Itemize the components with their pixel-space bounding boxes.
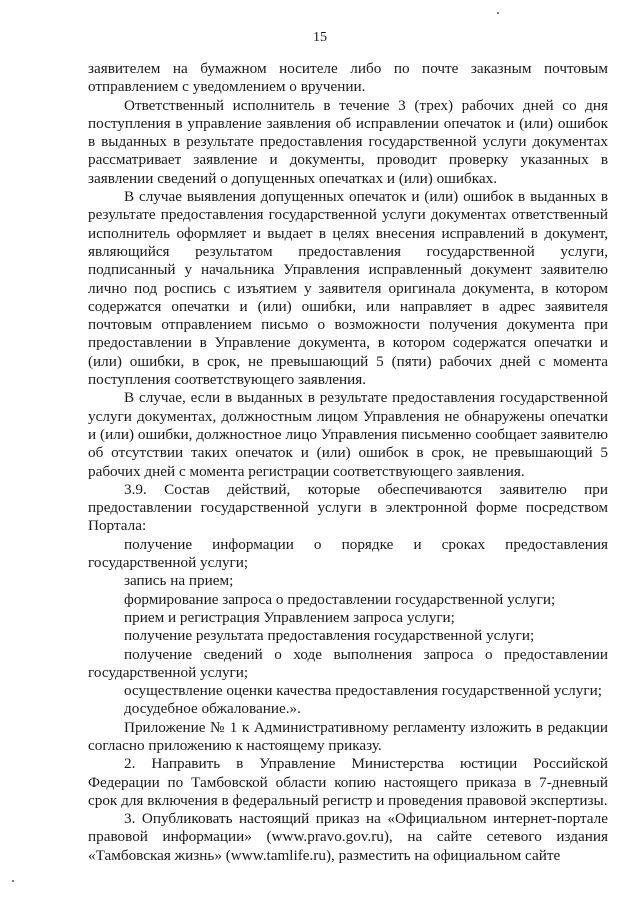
paragraph-appendix: Приложение № 1 к Административному регламенту изложить в редакции согласно приложению к настоящему приказу. bbox=[88, 718, 608, 754]
scan-speck bbox=[12, 880, 14, 882]
scan-speck bbox=[497, 12, 499, 14]
list-item: запись на прием; bbox=[124, 572, 234, 590]
paragraph-item-2: 2. Направить в Управление Министерства юстиции Российской Федерации по Тамбовской области копию настоящего приказа в 7-дневный срок для включения в федеральный регистр и проведения правовой экспертизы. bbox=[88, 755, 608, 809]
list-item: формирование запроса о предоставлении государственной услуги; bbox=[124, 590, 556, 608]
list-item: осуществление оценки качества предоставления государственной услуги; bbox=[124, 682, 602, 700]
list-item: получение результата предоставления государственной услуги; bbox=[124, 627, 535, 645]
paragraph-4: В случае, если в выданных в результате предоставления государственной услуги документах, должностным лицом Управления не обнаружены опечатки и (или) ошибки, должностное лицо Управления письменно сообщает заявителю об отсутствии таких опечаток и (или) ошибок в срок, не превышающий 5 рабочих дней с момента регистрации соответствующего заявления. bbox=[88, 389, 608, 480]
list-item: получение сведений о ходе выполнения запроса о предоставлении государственной услуги; bbox=[88, 645, 608, 681]
paragraph-2: Ответственный исполнитель в течение 3 (трех) рабочих дней со дня поступления в управление заявления об исправлении опечаток и (или) ошибок в выданных в результате предоставления государственной услуги документах рассматривает заявление и документы, проводит проверку указанных в заявлении сведений о допущенных опечатках и (или) ошибках. bbox=[88, 96, 608, 187]
paragraph-section-3-9: 3.9. Состав действий, которые обеспечиваются заявителю при предоставлении государственной услуги в электронной форме посредством Портала: bbox=[88, 480, 608, 535]
list-item: прием и регистрация Управлением запроса услуги; bbox=[124, 608, 455, 626]
page-number: 15 bbox=[313, 30, 327, 45]
document-body bbox=[88, 60, 608, 865]
list-item: досудебное обжалование.». bbox=[124, 700, 301, 718]
paragraph-item-3: 3. Опубликовать настоящий приказ на «Официальном интернет-портале правовой информации» (www.pravo.gov.ru), на сайте сетевого издания «Тамбовская жизнь» (www.tamlife.ru), разместить на официальном сайте bbox=[88, 810, 608, 864]
paragraph-3: В случае выявления допущенных опечаток и (или) ошибок в выданных в результате предоставления государственной услуги документах ответственный исполнитель оформляет и выдает в целях внесения исправлений в документ, являющийся результатом предоставления государственной услуги, подписанный у начальника Управления исправленный документ заявителю лично под роспись с изъятием у заявителя оригинала документа, в котором содержатся опечатки и (или) ошибки, или направляет в адрес заявителя почтовым отправлением письмо о возможности получения документа при предоставлении в Управление документа, в котором содержатся опечатки и (или) ошибки, в срок, не превышающий 5 (пяти) рабочих дней с момента поступления соответствующего заявления. bbox=[88, 188, 608, 389]
paragraph-1: заявителем на бумажном носителе либо по почте заказным почтовым отправлением с уведомлением о вручении. bbox=[88, 60, 608, 96]
list-item: получение информации о порядке и сроках предоставления государственной услуги; bbox=[88, 535, 608, 572]
